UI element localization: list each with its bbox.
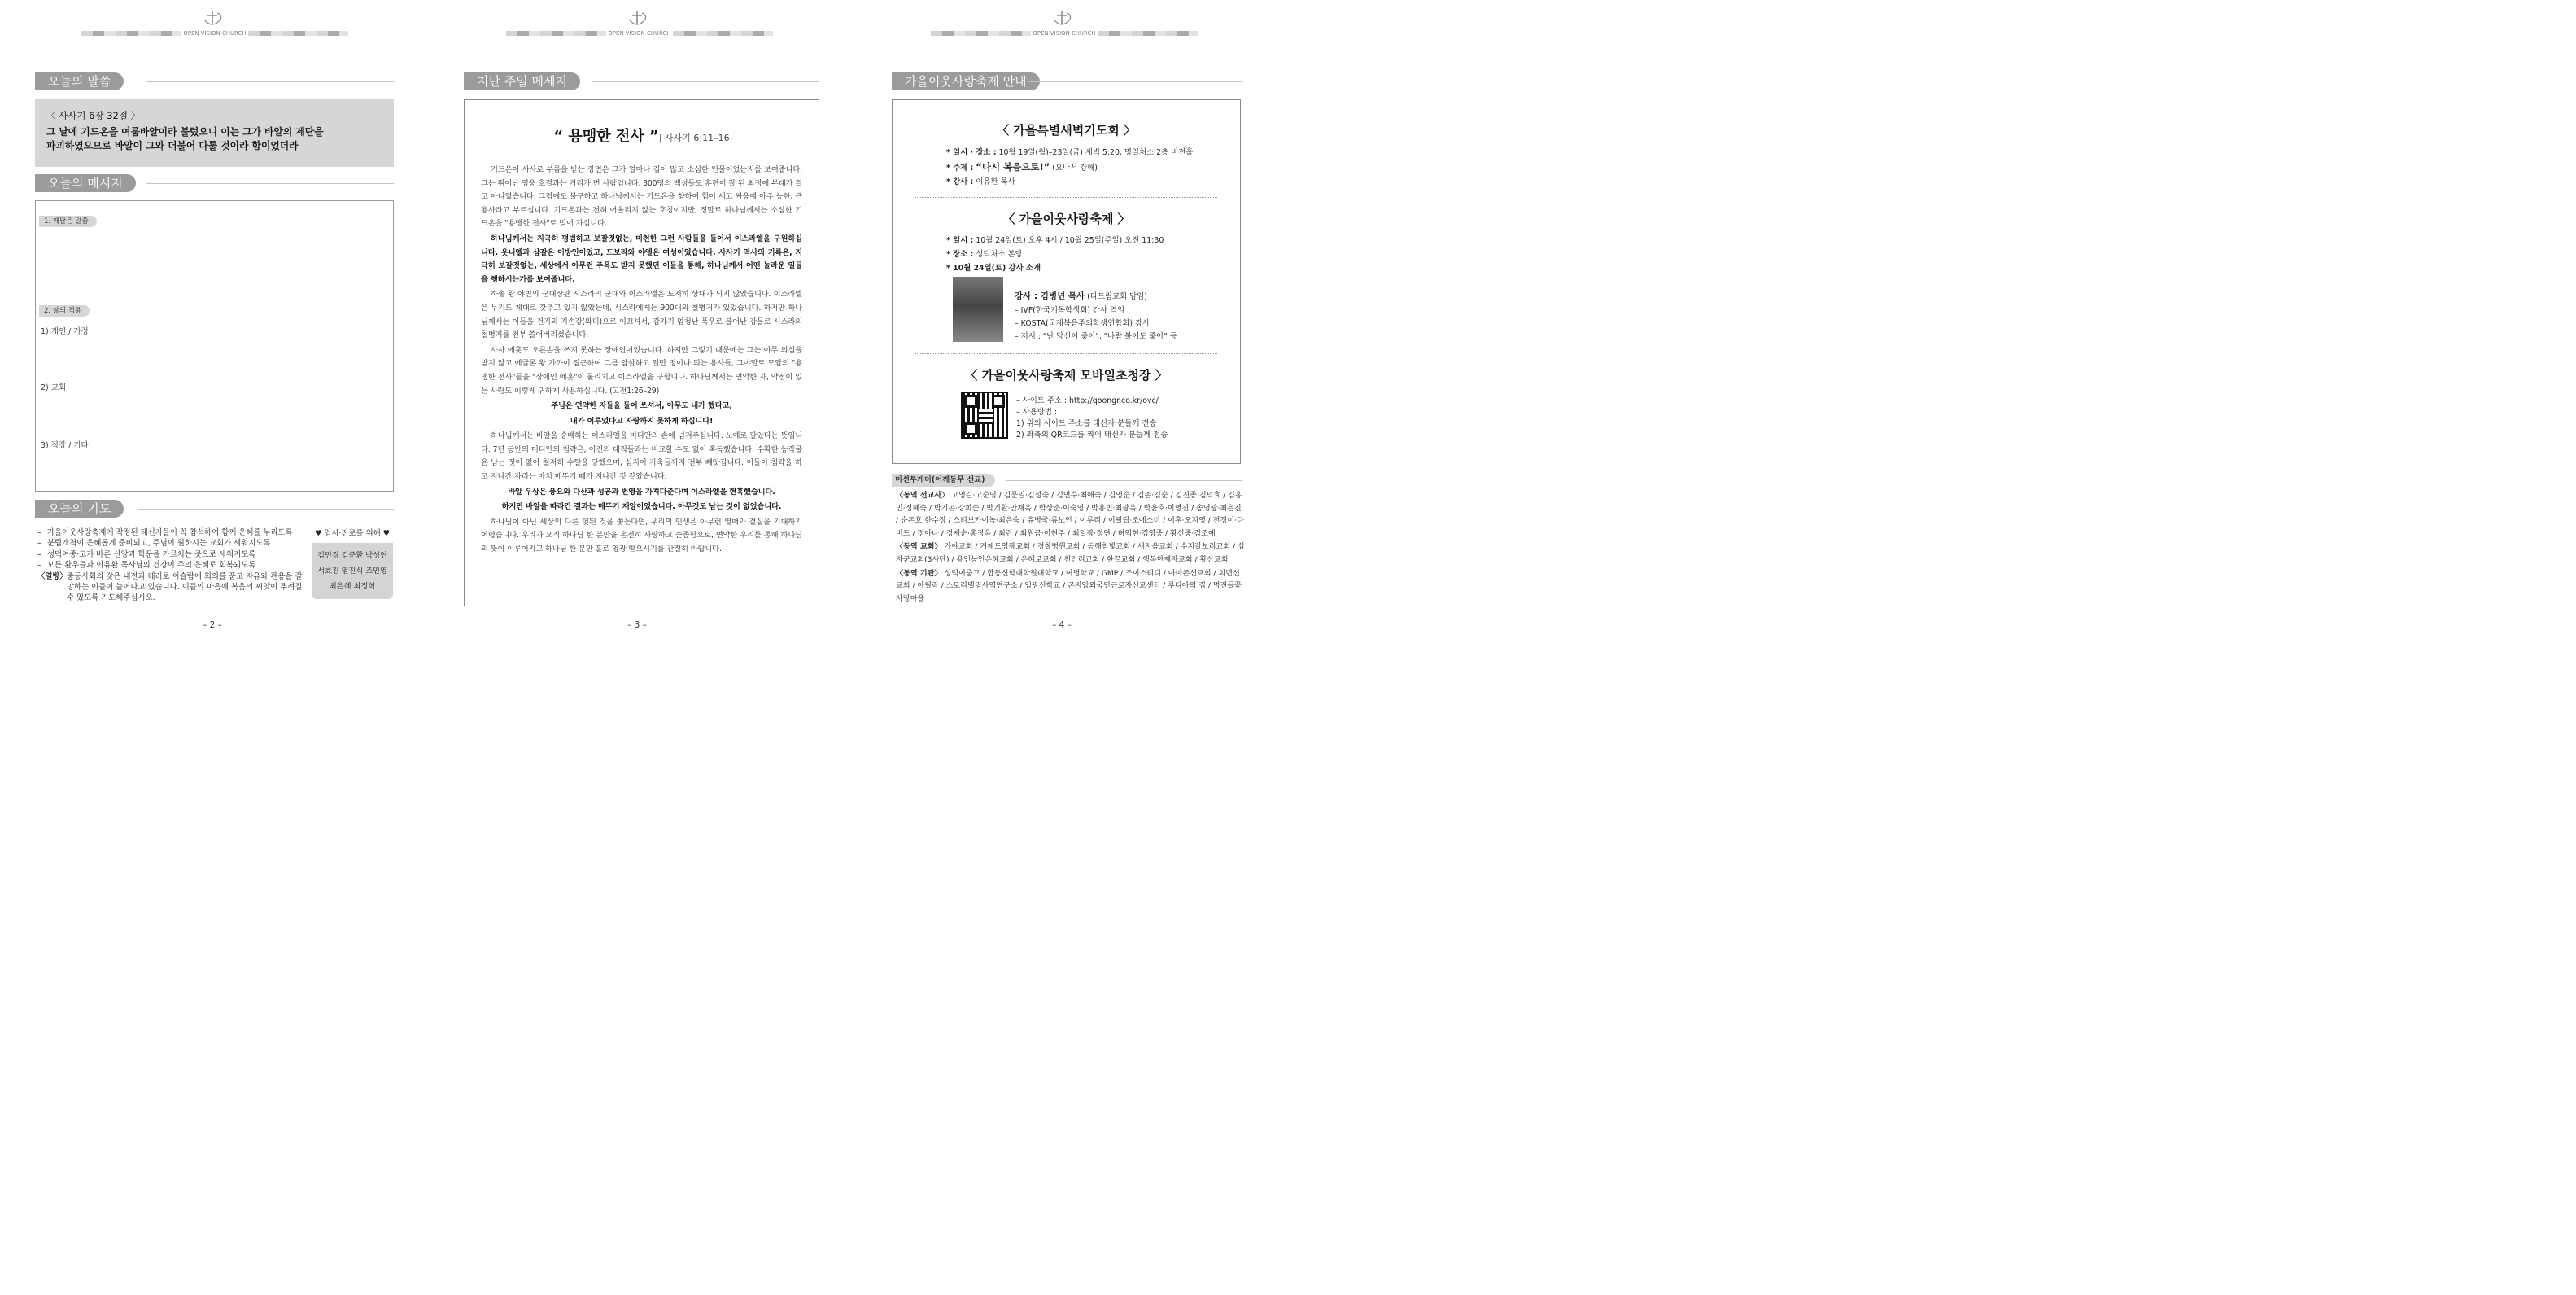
mission-list	[896, 490, 1246, 606]
apply-personal: 1) 개인 / 가정	[41, 327, 89, 336]
speaker-name: 강사 : 김병년 목사 (다드림교회 담임)	[1015, 291, 1147, 301]
page-number: – 4 –	[1052, 620, 1072, 630]
verse-line-2: 파괴하였으므로 바알이 그와 더불어 다툴 것이라 함이었더라	[46, 140, 299, 151]
prayer-item: – 가을이웃사랑축제에 작정된 태신자들이 꼭 참석하여 함께 은혜를 누리도록	[37, 528, 293, 537]
sermon-paragraph: 하솔 왕 야빈의 군대장관 시스라의 군대와 이스라엘은 도저히 상대가 되지 않았습니다. 이스라엘은 무기도 제대로 갖추고 있지 않았는데, 시스라에게는 900대의 철병거가 있었습니다. 하지만 하나님께서는 이들을 건기의 기손강(와디)으로 이끄셔서, 갑자기 엄청난 폭우로 불어난 강물로 시스라의 철병거를 전부 쓸어버리셨습니다.	[481, 290, 802, 340]
mission-header	[892, 474, 1242, 487]
page-3	[425, 0, 849, 647]
divider	[1028, 81, 1242, 82]
page-number: – 3 –	[627, 620, 647, 630]
invite-usage: – 사용방법 :	[1016, 408, 1058, 417]
festival-box	[892, 99, 1241, 464]
header-bar	[506, 30, 773, 37]
sermon-paragraph: 하나님이 아닌 세상의 다른 헛된 것을 쫓는다면, 우리의 인생은 아무런 열매와 결실을 기대하기 어렵습니다. 우리가 오직 하나님 한 분만을 온전히 사랑하고 순종함으로, 연약한 우리를 통해 하나님의 뜻이 이루어지고 하나님 한 분만 홀로 영광 받으시기를 간절히 바랍니다.	[481, 517, 802, 554]
mission-title: 미션투게더(어깨동무 선교)	[892, 474, 995, 487]
dotted-divider	[915, 353, 1217, 354]
invite-step: 1) 위의 사이트 주소를 태신자 분들께 전송	[1016, 419, 1157, 428]
invite-url[interactable]: – 사이트 주소 : http://qoongr.co.kr/ovc/	[1016, 396, 1159, 405]
sermon-highlight: 주님은 연약한 자들을 들어 쓰셔서, 아무도 내가 했다고,	[551, 401, 732, 411]
event-title-dawn-prayer: 〈 가을특별새벽기도회 〉	[997, 123, 1136, 138]
sermon-paragraph: 하나님께서는 바알을 숭배하는 이스라엘을 미디안의 손에 넘겨주십니다. 노예로 팔았다는 뜻입니다. 7년 동안의 미디안의 침략은, 이전의 대적들과는 비교할 수도 없이 혹독했습니다. 수확한 농작물은 남는 것이 없이 철저히 수탈을 당했으며, 심지어 가축들까지 전부 빼앗깁니다. 이들이 침략을 하고 지나간 자리는 마치 메뚜기 떼가 지나간 것 같았습니다.	[481, 431, 802, 482]
prayer-names-title: ♥ 입시·진로를 위해 ♥	[314, 529, 391, 538]
divider	[138, 509, 394, 510]
section-title-prayer: 오늘의 기도	[35, 500, 124, 518]
event-detail: * 강사 : 이유환 목사	[946, 177, 1015, 186]
sermon-title-text: “ 용맹한 전사 ”	[553, 128, 659, 145]
mission-churches: 〈동역 교회〉 가야교회 / 거제도영광교회 / 경찰병원교회 / 동해참빛교회 / 새지음교회 / 수지갈보리교회 / 십자군교회(3사단) / 용인농인은혜교회 / 은혜로교회 / 천안리교회 / 한끝교회 / 행복한제자교회 / 황산교회	[896, 543, 1245, 564]
page-4	[849, 0, 1274, 647]
event-detail: * 10월 24일(토) 강사 소개	[946, 264, 1041, 273]
speaker-bio: – 저서 : "난 당신이 좋아", "바람 불어도 좋아" 등	[1015, 332, 1177, 341]
prayer-item-nations: 〈열방〉 중동사회의 잦은 내전과 테러로 이슬람에 회의를 품고 자유와 관용을 갈망하는 이들이 늘어나고 있습니다. 이들의 마음에 복음의 씨앗이 뿌려질 수 있도록 기도해주십시오.	[37, 571, 303, 603]
prayer-list	[37, 527, 306, 604]
divider	[592, 81, 819, 82]
section-title-message: 오늘의 메시지	[35, 174, 136, 192]
names-row: 김민경 김준환 박성연	[317, 551, 387, 560]
event-detail: * 주제 : “다시 복음으로!” (요나서 강해)	[946, 161, 1098, 173]
speaker-bio: – IVF(한국기독학생회) 간사 역임	[1015, 306, 1125, 315]
apply-work: 3) 직장 / 기타	[41, 441, 89, 450]
brand-label: OPEN VISION CHURCH	[183, 30, 247, 37]
notes-section-word: 1. 깨달은 말씀	[39, 216, 97, 227]
sermon-highlight: 내가 이루었다고 자랑하지 못하게 하십니다!	[570, 416, 714, 426]
invite-step: 2) 좌측의 QR코드를 찍어 태신자 분들께 전송	[1016, 431, 1168, 440]
names-row: 서효진 염진식 조민영	[317, 567, 387, 575]
event-title-festival: 〈 가을이웃사랑축제 〉	[1002, 212, 1130, 226]
verse-line-1: 그 날에 기드온을 여룹바알이라 불렀으니 이는 그가 바알의 제단을	[46, 126, 324, 138]
header-bar	[931, 30, 1198, 37]
prayer-names-box	[312, 527, 393, 599]
notes-section-apply: 2. 삶의 적용	[39, 305, 90, 317]
sermon-highlight: 바알 우상은 풍요와 다산과 성공과 번영을 가져다준다며 이스라엘을 현혹했습니다.	[508, 487, 775, 497]
sermon-highlight: 하지만 바알을 따라간 결과는 메뚜기 재앙이었습니다. 아무것도 남는 것이 없었습니다.	[501, 502, 782, 512]
brand-label: OPEN VISION CHURCH	[1033, 30, 1096, 37]
prayer-item: – 분립개척이 은혜롭게 준비되고, 주님이 원하시는 교회가 세워지도록	[37, 539, 271, 549]
verse-ref: 〈 사사기 6장 32절 〉	[46, 110, 141, 121]
page-number: – 2 –	[203, 620, 222, 630]
divider	[146, 81, 394, 82]
speaker-bio: – KOSTA(국제복음주의학생연합회) 강사	[1015, 319, 1150, 328]
sermon-scripture: | 사사기 6:11–16	[658, 133, 730, 143]
church-logo-icon	[1050, 8, 1074, 29]
church-logo-icon	[625, 8, 649, 29]
brand-label: OPEN VISION CHURCH	[608, 30, 671, 37]
section-title-word: 오늘의 말씀	[35, 72, 124, 90]
sermon-box	[464, 99, 819, 606]
event-detail: * 일시 : 10월 24일(토) 오후 4시 / 10월 25일(주일) 오전 11:30	[946, 236, 1164, 245]
section-title-festival: 가을이웃사랑축제 안내	[892, 72, 1040, 90]
divider	[146, 183, 394, 184]
church-logo-icon	[200, 8, 225, 29]
mission-missionaries: 〈동역 선교사〉 고영길·고순영 / 김문일·김성숙 / 김연수·최애숙 / 김영순 / 김존·김순 / 김진종·김덕효 / 김홍민·정혜숙 / 박기곤·강희순 / 박기환·안재옥 / 박상준·이숙영 / 박용빈·최광옥 / 박윤호·이명진 / 송영광·최은진 / 순돈호·한수정 / 스티브카이녹·최은숙 / 유병국·류보인 / 이루리 / 이필립·조에스더 / 이훈·오지영 / 전경미·다비드 / 정아나 / 정제순·홍정옥 / 최란 / 최원금·이현주 / 최일광·정연 / 허익현·김영중 / 황선중·김조예	[896, 492, 1244, 538]
event-detail: * 장소 : 성덕처소 본당	[946, 250, 1023, 259]
mission-organizations: 〈동역 기관〉 성덕여중고 / 합동신학대학원대학교 / 여명학교 / GMP / 조이스티디 / 아마존선교회 / 희년선교회 / 아릴락 / 스토리텔링사역연구소 / 임광신학교 / 곤지암외국인근로자선교센터 / 루디아의 집 / 명진들꽃사랑마을	[896, 569, 1242, 603]
page-2	[0, 0, 425, 647]
names-row: 최은혜 최정혁	[329, 582, 376, 591]
message-notes-box	[35, 200, 394, 492]
sermon-paragraph: 하나님께서는 지극히 평범하고 보잘것없는, 미천한 그런 사람들을 들어서 이스라엘을 구원하십니다. 옷니엘과 삼갈은 이방인이었고, 드보라와 야엘은 여성이었습니다. 사사기 역사의 기록은, 지극히 보잘것없는, 세상에서 아무런 주목도 받지 못했던 이들을 통해, 하나님께서 어떤 놀라운 일들을 행하시는가를 보여줍니다.	[481, 234, 802, 284]
prayer-item: – 성덕여중·고가 바른 신앙과 학문을 가르치는 곳으로 세워지도록	[37, 549, 256, 559]
sermon-title	[481, 125, 802, 146]
event-title-invite: 〈 가을이웃사랑축제 모바일초청장 〉	[965, 368, 1168, 383]
dotted-divider	[915, 197, 1217, 198]
header-bar	[81, 30, 348, 37]
qr-code-icon[interactable]	[961, 392, 1008, 439]
verse-box	[35, 99, 394, 167]
prayer-item: – 모든 환우들과 이유환 목사님의 건강이 주의 은혜로 회복되도록	[37, 561, 256, 571]
sermon-paragraph: 사사 에훗도 오른손을 쓰지 못하는 장애인이었습니다. 하지만 그렇기 때문에는 그는 아무 의심을 받지 않고 에글론 왕 가까이 접근하여 그를 암살하고 일만 명이나 되는 용사들, 그야말로 모압의 "용맹한 전사"들을 "장애인 에훗"이 물리치고 이스라엘을 구합니다. 하나님께서는 연약한 자, 약점이 있는 사람도 이렇게 귀하게 사용하십니다. (고전1:26–29)	[481, 345, 802, 396]
section-title-sermon: 지난 주일 메세지	[464, 72, 580, 90]
speaker-photo	[953, 277, 1003, 342]
apply-church: 2) 교회	[41, 383, 67, 392]
event-detail: * 일시 · 장소 : 10월 19일(월)–23일(금) 새벽 5:20, 명일처소 2층 비전홀	[946, 148, 1194, 157]
sermon-paragraph: 기드온이 사사로 부름을 받는 장면은 그가 얼마나 겁이 많고 소심한 인물이었는지를 보여줍니다. 그는 뛰어난 영웅 호걸과는 거리가 먼 사람입니다. 300명의 백성들도 훈련이 잘 된 최정예 부대가 결코 아니었습니다. 그럼에도 불구하고 하나님께서는 기드온을 향하여 힘이 세고 싸움에 아주 능한, 큰 용사라고 부르십니다. 기드온과는 전혀 어울리지 않는 호칭이지만, 정말로 하나님께서는 소심한 기드온을 "용맹한 전사"로 빚어 가십니다.	[481, 165, 802, 229]
